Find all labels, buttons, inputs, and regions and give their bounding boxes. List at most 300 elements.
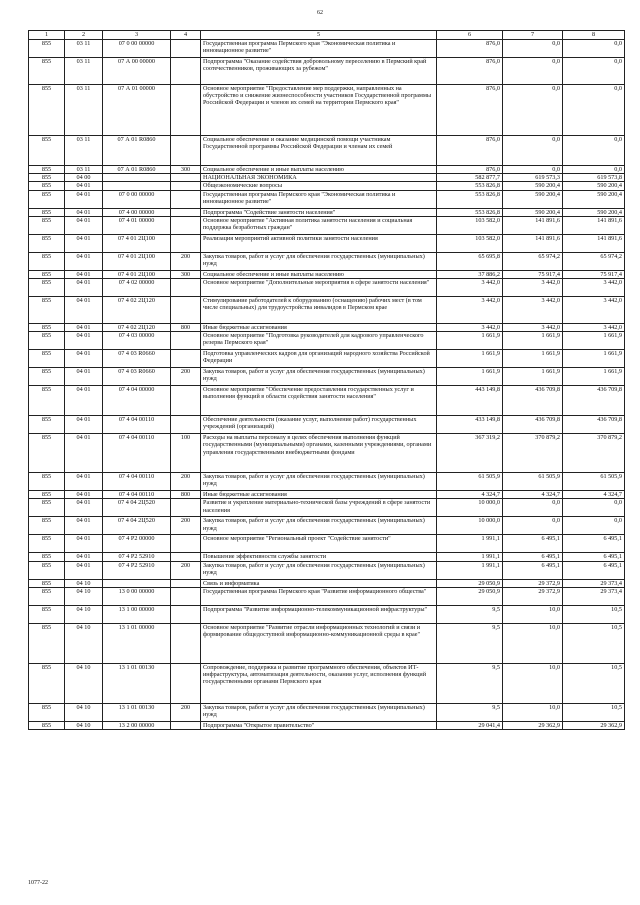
section-code-cell: 04 01 (65, 279, 103, 297)
table-row (29, 85, 625, 136)
amount-year1-cell: 61 505,9 (437, 473, 503, 491)
admin-code-cell: 855 (29, 605, 65, 623)
section-code-cell: 04 01 (65, 234, 103, 252)
section-code-cell: 04 01 (65, 297, 103, 324)
admin-code-cell: 855 (29, 579, 65, 587)
amount-year2-cell: 1 661,9 (503, 350, 563, 368)
amount-year2-cell: 0,0 (503, 58, 563, 85)
admin-code-cell: 855 (29, 40, 65, 58)
table-row (29, 136, 625, 166)
description-cell: Иные бюджетные ассигнования (201, 491, 437, 499)
target-item-cell: 07 4 04 2Ц520 (103, 499, 171, 517)
amount-year3-cell: 436 709,8 (563, 386, 625, 416)
amount-year2-cell: 6 495,1 (503, 561, 563, 579)
amount-year1-cell: 29 041,4 (437, 721, 503, 729)
amount-year3-cell: 6 495,1 (563, 561, 625, 579)
target-item-cell: 07 0 00 00000 (103, 40, 171, 58)
target-item-cell: 07 4 P2 52910 (103, 561, 171, 579)
target-item-cell (103, 182, 171, 190)
admin-code-cell: 855 (29, 279, 65, 297)
amount-year3-cell: 61 505,9 (563, 473, 625, 491)
admin-code-cell: 855 (29, 252, 65, 270)
amount-year1-cell: 103 582,0 (437, 216, 503, 234)
admin-code-cell: 855 (29, 85, 65, 136)
amount-year2-cell: 61 505,9 (503, 473, 563, 491)
section-code-cell: 03 11 (65, 58, 103, 85)
description-cell: НАЦИОНАЛЬНАЯ ЭКОНОМИКА (201, 174, 437, 182)
section-code-cell: 04 01 (65, 270, 103, 278)
table-row (29, 703, 625, 721)
expense-type-cell: 200 (171, 473, 201, 491)
amount-year3-cell: 0,0 (563, 40, 625, 58)
amount-year1-cell: 367 319,2 (437, 434, 503, 473)
expense-type-cell (171, 535, 201, 553)
table-row (29, 208, 625, 216)
expense-type-cell (171, 136, 201, 166)
description-cell: Основное мероприятие "Дополнительные мероприятия в сфере занятости населения" (201, 279, 437, 297)
amount-year1-cell: 29 050,9 (437, 587, 503, 605)
amount-year1-cell: 553 826,8 (437, 208, 503, 216)
description-cell: Основное мероприятие "Подготовка руководителей для кадрового управленческого резерва Пермского края" (201, 332, 437, 350)
table-row (29, 279, 625, 297)
table-row (29, 190, 625, 208)
admin-code-cell: 855 (29, 623, 65, 663)
section-code-cell: 04 01 (65, 561, 103, 579)
table-row (29, 517, 625, 535)
amount-year3-cell: 370 879,2 (563, 434, 625, 473)
amount-year1-cell: 553 826,8 (437, 190, 503, 208)
section-code-cell: 04 01 (65, 553, 103, 561)
table-row (29, 332, 625, 350)
amount-year2-cell: 0,0 (503, 166, 563, 174)
amount-year2-cell: 0,0 (503, 517, 563, 535)
amount-year3-cell: 590 200,4 (563, 190, 625, 208)
amount-year2-cell: 590 200,4 (503, 182, 563, 190)
expense-type-cell (171, 386, 201, 416)
amount-year2-cell: 10,0 (503, 663, 563, 703)
expense-type-cell: 200 (171, 517, 201, 535)
description-cell: Обеспечение деятельности (оказание услуг, выполнение работ) государственных учреждений (организаций) (201, 416, 437, 434)
admin-code-cell: 855 (29, 721, 65, 729)
description-cell: Реализация мероприятий активной политики занятости населения (201, 234, 437, 252)
amount-year1-cell: 103 582,0 (437, 234, 503, 252)
expense-type-cell (171, 579, 201, 587)
section-code-cell: 03 11 (65, 85, 103, 136)
amount-year3-cell: 141 891,6 (563, 234, 625, 252)
amount-year2-cell: 0,0 (503, 40, 563, 58)
admin-code-cell: 855 (29, 535, 65, 553)
expense-type-cell: 200 (171, 561, 201, 579)
expense-type-cell: 300 (171, 166, 201, 174)
target-item-cell: 07 А 01 R0860 (103, 166, 171, 174)
amount-year2-cell: 10,0 (503, 623, 563, 663)
admin-code-cell: 855 (29, 553, 65, 561)
table-row (29, 535, 625, 553)
expense-type-cell: 200 (171, 703, 201, 721)
description-cell: Основное мероприятие "Региональный проект "Содействие занятости" (201, 535, 437, 553)
target-item-cell (103, 174, 171, 182)
section-code-cell: 04 01 (65, 332, 103, 350)
amount-year3-cell: 10,5 (563, 663, 625, 703)
amount-year1-cell: 876,0 (437, 166, 503, 174)
table-row (29, 473, 625, 491)
section-code-cell: 04 01 (65, 208, 103, 216)
expense-type-cell (171, 350, 201, 368)
table-row (29, 234, 625, 252)
amount-year2-cell: 0,0 (503, 499, 563, 517)
table-row (29, 368, 625, 386)
table-row (29, 324, 625, 332)
target-item-cell: 07 4 04 00110 (103, 434, 171, 473)
target-item-cell: 07 А 00 00000 (103, 58, 171, 85)
target-item-cell: 07 4 01 00000 (103, 216, 171, 234)
expense-type-cell (171, 174, 201, 182)
section-code-cell: 04 01 (65, 252, 103, 270)
target-item-cell: 07 4 04 00110 (103, 491, 171, 499)
section-code-cell: 04 01 (65, 499, 103, 517)
header-cell: 4 (171, 31, 201, 40)
amount-year2-cell: 29 362,9 (503, 721, 563, 729)
description-cell: Закупка товаров, работ и услуг для обеспечения государственных (муниципальных) нужд (201, 473, 437, 491)
table-row (29, 386, 625, 416)
section-code-cell: 03 11 (65, 166, 103, 174)
amount-year1-cell: 1 991,1 (437, 535, 503, 553)
amount-year1-cell: 37 886,2 (437, 270, 503, 278)
amount-year1-cell: 10 000,0 (437, 517, 503, 535)
admin-code-cell: 855 (29, 216, 65, 234)
description-cell: Основное мероприятие "Активная политика занятости населения и социальная поддержка безработных граждан" (201, 216, 437, 234)
admin-code-cell: 855 (29, 166, 65, 174)
admin-code-cell: 855 (29, 182, 65, 190)
target-item-cell: 13 2 00 00000 (103, 721, 171, 729)
target-item-cell: 07 4 02 00000 (103, 279, 171, 297)
expense-type-cell (171, 663, 201, 703)
page-number: 62 (317, 10, 323, 16)
table-row (29, 491, 625, 499)
amount-year1-cell: 876,0 (437, 58, 503, 85)
table-row (29, 182, 625, 190)
expense-type-cell: 300 (171, 270, 201, 278)
amount-year1-cell: 3 442,0 (437, 279, 503, 297)
amount-year2-cell: 1 661,9 (503, 368, 563, 386)
table-row (29, 587, 625, 605)
admin-code-cell: 855 (29, 174, 65, 182)
table-row (29, 350, 625, 368)
expense-type-cell (171, 190, 201, 208)
expense-type-cell (171, 623, 201, 663)
table-row (29, 561, 625, 579)
amount-year2-cell: 0,0 (503, 85, 563, 136)
admin-code-cell: 855 (29, 208, 65, 216)
admin-code-cell: 855 (29, 663, 65, 703)
expense-type-cell (171, 216, 201, 234)
target-item-cell: 13 1 01 00130 (103, 663, 171, 703)
target-item-cell: 07 4 03 R0660 (103, 350, 171, 368)
amount-year3-cell: 436 709,8 (563, 416, 625, 434)
amount-year3-cell: 6 495,1 (563, 535, 625, 553)
target-item-cell: 07 4 02 2Ц120 (103, 324, 171, 332)
amount-year2-cell: 436 709,8 (503, 386, 563, 416)
expense-type-cell (171, 416, 201, 434)
expense-type-cell: 800 (171, 491, 201, 499)
description-cell: Подготовка управленческих кадров для организаций народного хозяйства Российской Федерации (201, 350, 437, 368)
admin-code-cell: 855 (29, 491, 65, 499)
description-cell: Основное мероприятие "Предоставление мер поддержки, направленных на обустройство и снижение жизнеспособности участников Государственной программы Российской Федерации и членов их семей на территории Пермского края" (201, 85, 437, 136)
amount-year3-cell: 0,0 (563, 58, 625, 85)
section-code-cell: 04 01 (65, 368, 103, 386)
section-code-cell: 04 01 (65, 350, 103, 368)
amount-year3-cell: 0,0 (563, 166, 625, 174)
section-code-cell: 04 00 (65, 174, 103, 182)
amount-year3-cell: 29 373,4 (563, 579, 625, 587)
amount-year1-cell: 65 695,8 (437, 252, 503, 270)
amount-year3-cell: 0,0 (563, 85, 625, 136)
amount-year1-cell: 9,5 (437, 663, 503, 703)
target-item-cell: 13 1 01 00000 (103, 623, 171, 663)
header-cell: 2 (65, 31, 103, 40)
amount-year3-cell: 141 891,6 (563, 216, 625, 234)
amount-year3-cell: 10,5 (563, 605, 625, 623)
expense-type-cell (171, 499, 201, 517)
amount-year1-cell: 3 442,0 (437, 324, 503, 332)
admin-code-cell: 855 (29, 416, 65, 434)
section-code-cell: 04 10 (65, 587, 103, 605)
amount-year3-cell: 75 917,4 (563, 270, 625, 278)
amount-year3-cell: 3 442,0 (563, 324, 625, 332)
description-cell: Закупка товаров, работ и услуг для обеспечения государственных (муниципальных) нужд (201, 517, 437, 535)
target-item-cell: 07 4 01 2Ц100 (103, 234, 171, 252)
expense-type-cell: 200 (171, 252, 201, 270)
amount-year2-cell: 3 442,0 (503, 324, 563, 332)
section-code-cell: 04 01 (65, 535, 103, 553)
description-cell: Подпрограмма "Содействие занятости населения" (201, 208, 437, 216)
amount-year3-cell: 4 324,7 (563, 491, 625, 499)
amount-year3-cell: 10,5 (563, 703, 625, 721)
table-row (29, 579, 625, 587)
amount-year2-cell: 10,0 (503, 703, 563, 721)
amount-year2-cell: 75 917,4 (503, 270, 563, 278)
table-row (29, 663, 625, 703)
section-code-cell: 04 10 (65, 721, 103, 729)
table-row (29, 58, 625, 85)
section-code-cell: 04 01 (65, 416, 103, 434)
expense-type-cell (171, 208, 201, 216)
amount-year2-cell: 590 200,4 (503, 190, 563, 208)
amount-year1-cell: 9,5 (437, 703, 503, 721)
admin-code-cell: 855 (29, 297, 65, 324)
header-cell: 7 (503, 31, 563, 40)
amount-year1-cell: 1 661,9 (437, 350, 503, 368)
amount-year3-cell: 0,0 (563, 499, 625, 517)
admin-code-cell: 855 (29, 587, 65, 605)
section-code-cell: 04 01 (65, 216, 103, 234)
amount-year3-cell: 1 661,9 (563, 368, 625, 386)
amount-year3-cell: 29 362,9 (563, 721, 625, 729)
target-item-cell: 07 4 01 2Ц100 (103, 252, 171, 270)
description-cell: Государственная программа Пермского края "Экономическая политика и инновационное развитие" (201, 40, 437, 58)
table-row (29, 434, 625, 473)
amount-year2-cell: 6 495,1 (503, 553, 563, 561)
description-cell: Общеэкономические вопросы (201, 182, 437, 190)
table-row (29, 623, 625, 663)
amount-year2-cell: 29 372,9 (503, 579, 563, 587)
expense-type-cell: 200 (171, 368, 201, 386)
expense-type-cell: 100 (171, 434, 201, 473)
description-cell: Социальное обеспечение и оказание медицинской помощи участникам Государственной программы Российской Федерации и членам их семей (201, 136, 437, 166)
amount-year2-cell: 436 709,8 (503, 416, 563, 434)
amount-year1-cell: 4 324,7 (437, 491, 503, 499)
description-cell: Стимулирование работодателей к оборудованию (оснащению) рабочих мест (в том числе специальных) для трудоустройства инвалидов в Пермском крае (201, 297, 437, 324)
target-item-cell: 07 4 P2 52910 (103, 553, 171, 561)
section-code-cell: 04 01 (65, 491, 103, 499)
description-cell: Основное мероприятие "Развитие отрасли информационных технологий и связи и формирование общедоступной информационно-коммуникационной среды в крае" (201, 623, 437, 663)
amount-year3-cell: 590 200,4 (563, 182, 625, 190)
target-item-cell: 13 1 01 00130 (103, 703, 171, 721)
description-cell: Подпрограмма "Открытое правительство" (201, 721, 437, 729)
target-item-cell: 07 0 00 00000 (103, 190, 171, 208)
table-row (29, 40, 625, 58)
admin-code-cell: 855 (29, 190, 65, 208)
section-code-cell: 04 01 (65, 386, 103, 416)
description-cell: Сопровождение, поддержка и развитие программного обеспечения, объектов ИТ-инфраструктуры, автоматизация деятельности, оказания услуг, исполнения функций государственными органами Пермского края (201, 663, 437, 703)
target-item-cell: 07 4 03 00000 (103, 332, 171, 350)
amount-year2-cell: 0,0 (503, 136, 563, 166)
amount-year1-cell: 433 149,8 (437, 416, 503, 434)
description-cell: Государственная программа Пермского края "Развитие информационного общества" (201, 587, 437, 605)
header-cell: 8 (563, 31, 625, 40)
expense-type-cell (171, 40, 201, 58)
header-cell: 3 (103, 31, 171, 40)
amount-year3-cell: 590 200,4 (563, 208, 625, 216)
amount-year3-cell: 0,0 (563, 136, 625, 166)
budget-table (28, 30, 625, 730)
amount-year3-cell: 6 495,1 (563, 553, 625, 561)
amount-year2-cell: 1 661,9 (503, 332, 563, 350)
expense-type-cell (171, 58, 201, 85)
table-row (29, 416, 625, 434)
target-item-cell: 07 4 04 00000 (103, 386, 171, 416)
amount-year2-cell: 10,0 (503, 605, 563, 623)
table-row (29, 166, 625, 174)
target-item-cell: 07 4 04 2Ц520 (103, 517, 171, 535)
section-code-cell: 04 10 (65, 623, 103, 663)
admin-code-cell: 855 (29, 234, 65, 252)
section-code-cell: 04 10 (65, 703, 103, 721)
table-row (29, 174, 625, 182)
amount-year1-cell: 553 826,8 (437, 182, 503, 190)
admin-code-cell: 855 (29, 499, 65, 517)
amount-year1-cell: 443 149,8 (437, 386, 503, 416)
target-item-cell: 13 1 00 00000 (103, 605, 171, 623)
table-row (29, 499, 625, 517)
amount-year3-cell: 1 661,9 (563, 350, 625, 368)
amount-year2-cell: 3 442,0 (503, 279, 563, 297)
expense-type-cell (171, 332, 201, 350)
target-item-cell: 07 4 04 00110 (103, 473, 171, 491)
table-row (29, 297, 625, 324)
target-item-cell: 07 4 04 00110 (103, 416, 171, 434)
section-code-cell: 04 01 (65, 434, 103, 473)
admin-code-cell: 855 (29, 517, 65, 535)
header-cell: 5 (201, 31, 437, 40)
amount-year1-cell: 1 661,9 (437, 332, 503, 350)
amount-year2-cell: 590 200,4 (503, 208, 563, 216)
amount-year1-cell: 9,5 (437, 605, 503, 623)
target-item-cell: 07 4 03 R0660 (103, 368, 171, 386)
target-item-cell: 07 4 01 2Ц100 (103, 270, 171, 278)
amount-year3-cell: 3 442,0 (563, 279, 625, 297)
section-code-cell: 04 01 (65, 190, 103, 208)
amount-year2-cell: 6 495,1 (503, 535, 563, 553)
amount-year2-cell: 4 324,7 (503, 491, 563, 499)
admin-code-cell: 855 (29, 473, 65, 491)
target-item-cell: 07 4 02 2Ц120 (103, 297, 171, 324)
section-code-cell: 04 10 (65, 579, 103, 587)
amount-year3-cell: 65 974,2 (563, 252, 625, 270)
admin-code-cell: 855 (29, 703, 65, 721)
admin-code-cell: 855 (29, 350, 65, 368)
amount-year1-cell: 876,0 (437, 136, 503, 166)
section-code-cell: 03 11 (65, 40, 103, 58)
table-row (29, 553, 625, 561)
description-cell: Закупка товаров, работ и услуг для обеспечения государственных (муниципальных) нужд (201, 703, 437, 721)
description-cell: Закупка товаров, работ и услуг для обеспечения государственных (муниципальных) нужд (201, 368, 437, 386)
amount-year1-cell: 876,0 (437, 40, 503, 58)
description-cell: Развитие и укрепление материально-технической базы учреждений в сфере занятости населения (201, 499, 437, 517)
amount-year2-cell: 65 974,2 (503, 252, 563, 270)
section-code-cell: 04 01 (65, 182, 103, 190)
table-row (29, 721, 625, 729)
admin-code-cell: 855 (29, 368, 65, 386)
expense-type-cell: 800 (171, 324, 201, 332)
header-row (29, 31, 625, 40)
admin-code-cell: 855 (29, 270, 65, 278)
target-item-cell: 07 А 01 R0860 (103, 136, 171, 166)
description-cell: Социальное обеспечение и иные выплаты населению (201, 166, 437, 174)
expense-type-cell (171, 605, 201, 623)
expense-type-cell (171, 234, 201, 252)
table-row (29, 216, 625, 234)
amount-year1-cell: 10 000,0 (437, 499, 503, 517)
expense-type-cell (171, 85, 201, 136)
amount-year3-cell: 0,0 (563, 517, 625, 535)
amount-year1-cell: 9,5 (437, 623, 503, 663)
table-row (29, 270, 625, 278)
amount-year3-cell: 29 373,4 (563, 587, 625, 605)
target-item-cell: 07 4 00 00000 (103, 208, 171, 216)
amount-year1-cell: 1 661,9 (437, 368, 503, 386)
amount-year1-cell: 3 442,0 (437, 297, 503, 324)
amount-year1-cell: 1 991,1 (437, 553, 503, 561)
expense-type-cell (171, 553, 201, 561)
amount-year2-cell: 141 891,6 (503, 216, 563, 234)
admin-code-cell: 855 (29, 58, 65, 85)
description-cell: Расходы на выплаты персоналу в целях обеспечения выполнения функций государственными (муниципальными) органами, казенными учреждениями, органами управления государственными внебюджетными фондами (201, 434, 437, 473)
amount-year2-cell: 619 573,3 (503, 174, 563, 182)
amount-year1-cell: 29 050,9 (437, 579, 503, 587)
description-cell: Подпрограмма "Развитие информационно-телекоммуникационной инфраструктуры" (201, 605, 437, 623)
amount-year3-cell: 619 573,8 (563, 174, 625, 182)
description-cell: Основное мероприятие "Обеспечение предоставления государственных услуг и выполнения функций в области содействия занятости населения" (201, 386, 437, 416)
admin-code-cell: 855 (29, 324, 65, 332)
section-code-cell: 03 11 (65, 136, 103, 166)
section-code-cell: 04 01 (65, 473, 103, 491)
admin-code-cell: 855 (29, 561, 65, 579)
amount-year3-cell: 10,5 (563, 623, 625, 663)
amount-year1-cell: 876,0 (437, 85, 503, 136)
expense-type-cell (171, 721, 201, 729)
description-cell: Подпрограмма "Оказание содействия добровольному переселению в Пермский край соотечественников, проживающих за рубежом" (201, 58, 437, 85)
